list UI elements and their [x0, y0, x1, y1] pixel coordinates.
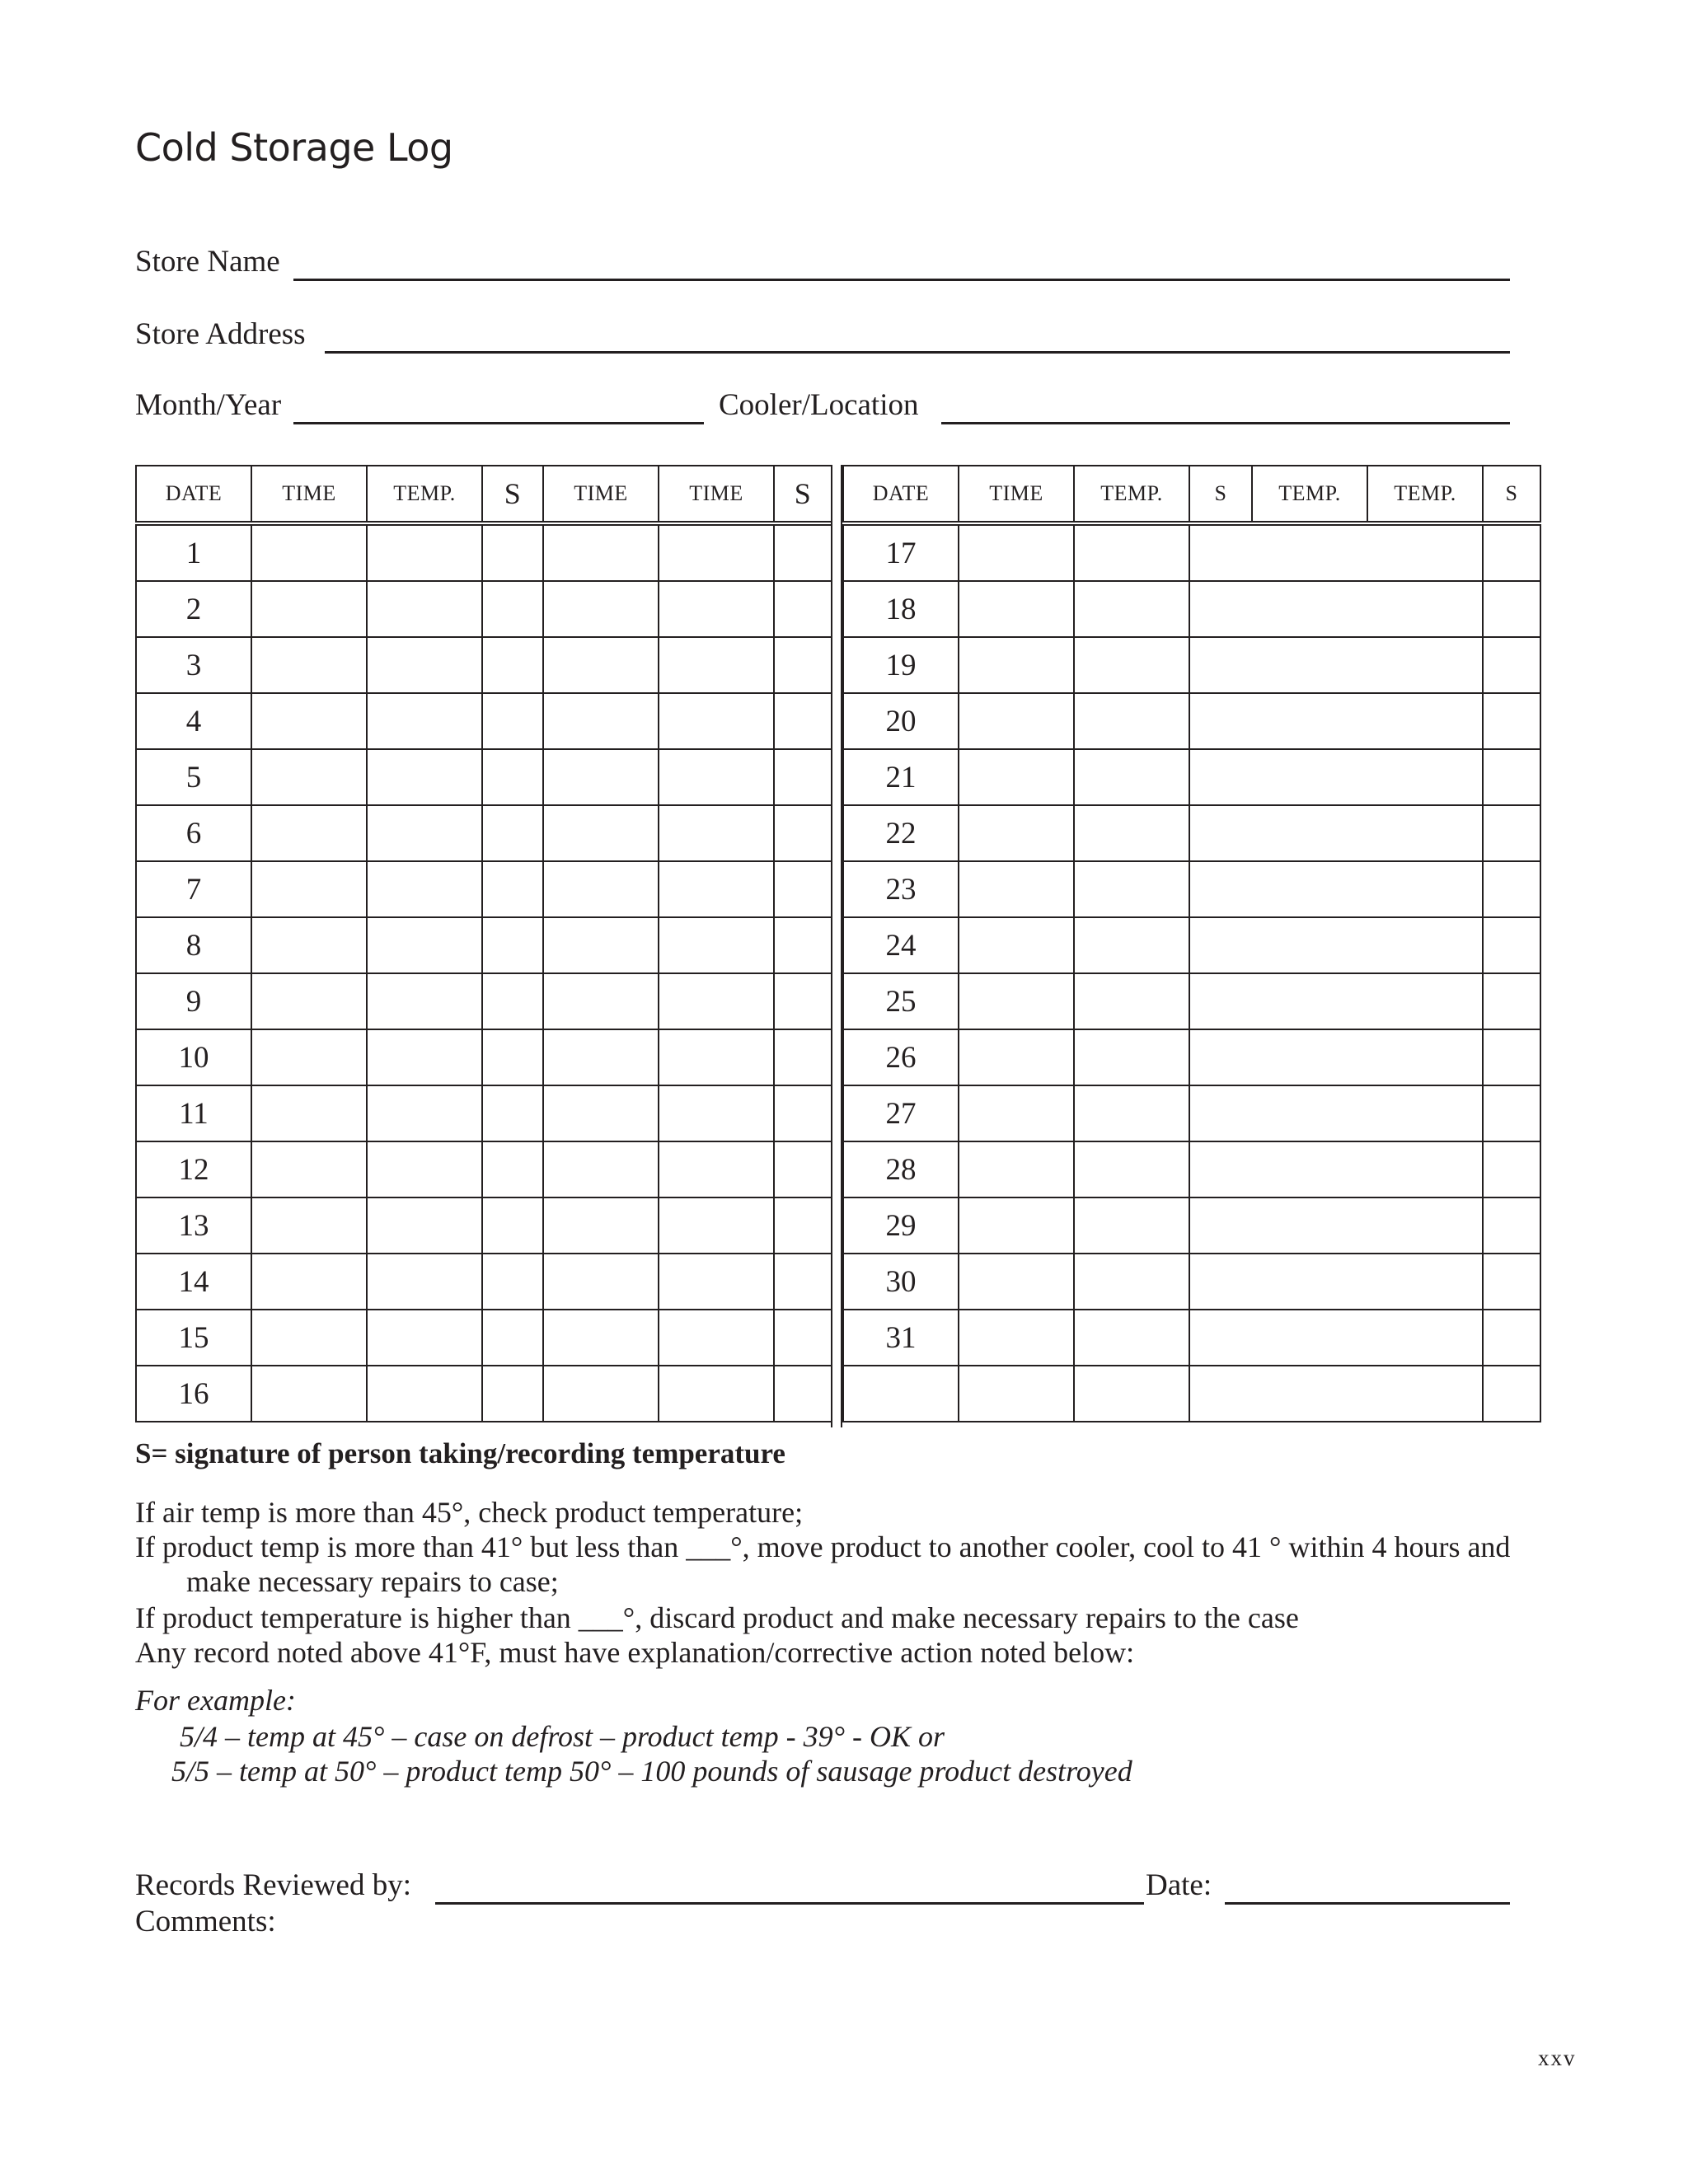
temp-cell[interactable]	[1074, 805, 1189, 861]
temp-cell[interactable]	[367, 1366, 482, 1422]
temp-cell[interactable]	[1074, 637, 1189, 693]
table-row	[136, 973, 832, 1029]
table-row	[843, 1085, 1540, 1141]
signature-cell[interactable]	[774, 805, 832, 861]
signature-cell[interactable]	[1483, 1085, 1540, 1141]
time-cell[interactable]	[251, 973, 367, 1029]
column-header: TEMP.	[1074, 466, 1189, 523]
time-cell[interactable]	[959, 973, 1074, 1029]
signature-cell[interactable]	[1483, 917, 1540, 973]
temp-cell[interactable]	[1189, 581, 1483, 637]
review-date-label: Date:	[1146, 1868, 1212, 1902]
time-cell[interactable]	[959, 1366, 1074, 1422]
time-cell[interactable]	[959, 523, 1074, 581]
temp-cell[interactable]	[1189, 1085, 1483, 1141]
signature-cell[interactable]	[774, 1197, 832, 1254]
signature-cell[interactable]	[774, 1085, 832, 1141]
records-reviewed-label: Records Reviewed by:	[135, 1868, 411, 1902]
store-name-field[interactable]	[293, 279, 1510, 281]
temp-cell[interactable]	[1189, 805, 1483, 861]
table-divider	[831, 465, 832, 1427]
table-row	[136, 861, 832, 917]
column-header: TIME	[543, 466, 659, 523]
temp-cell[interactable]	[1074, 749, 1189, 805]
time-cell[interactable]	[959, 637, 1074, 693]
signature-cell[interactable]	[1483, 973, 1540, 1029]
signature-cell[interactable]	[482, 1310, 543, 1366]
time-cell[interactable]	[959, 1197, 1074, 1254]
time-cell[interactable]	[251, 523, 367, 581]
signature-cell[interactable]	[1483, 1254, 1540, 1310]
time-cell[interactable]	[251, 1141, 367, 1197]
signature-cell[interactable]	[1483, 1029, 1540, 1085]
column-header: S	[482, 466, 543, 523]
date-cell: 2	[136, 581, 251, 637]
date-cell: 13	[136, 1197, 251, 1254]
signature-cell[interactable]	[774, 749, 832, 805]
temp-cell[interactable]	[1189, 1310, 1483, 1366]
signature-cell[interactable]	[482, 1085, 543, 1141]
signature-cell[interactable]	[482, 861, 543, 917]
date-cell: 25	[843, 973, 959, 1029]
temp-cell[interactable]	[1189, 973, 1483, 1029]
table-row	[843, 637, 1540, 693]
column-header: TIME	[659, 466, 774, 523]
table-row	[136, 637, 832, 693]
instruction-line: Any record noted above 41°F, must have explanation/corrective action noted below:	[135, 1636, 1135, 1669]
table-row	[136, 523, 832, 581]
table-row	[136, 1085, 832, 1141]
time-cell[interactable]	[543, 917, 659, 973]
temp-cell[interactable]	[367, 1310, 482, 1366]
signature-cell[interactable]	[774, 1029, 832, 1085]
time-cell[interactable]	[659, 973, 774, 1029]
store-address-label: Store Address	[135, 317, 306, 351]
temp-cell[interactable]	[1074, 1197, 1189, 1254]
signature-note: S= signature of person taking/recording temperature	[135, 1437, 785, 1469]
date-cell: 3	[136, 637, 251, 693]
signature-cell[interactable]	[482, 1141, 543, 1197]
month-year-field[interactable]	[293, 422, 704, 424]
time-cell[interactable]	[543, 581, 659, 637]
signature-cell[interactable]	[482, 973, 543, 1029]
signature-cell[interactable]	[482, 805, 543, 861]
time-cell[interactable]	[659, 749, 774, 805]
date-cell: 22	[843, 805, 959, 861]
temp-cell[interactable]	[1189, 523, 1483, 581]
time-cell[interactable]	[959, 749, 1074, 805]
time-cell[interactable]	[543, 749, 659, 805]
time-cell[interactable]	[251, 749, 367, 805]
time-cell[interactable]	[543, 1197, 659, 1254]
temp-cell[interactable]	[1074, 1029, 1189, 1085]
signature-cell[interactable]	[1483, 1310, 1540, 1366]
date-cell: 26	[843, 1029, 959, 1085]
temp-cell[interactable]	[367, 861, 482, 917]
table-row	[843, 973, 1540, 1029]
signature-cell[interactable]	[482, 1366, 543, 1422]
example-line: 5/5 – temp at 50° – product temp 50° – 100 pounds of sausage product destroyed	[171, 1755, 1132, 1788]
table-row	[136, 917, 832, 973]
instruction-line: make necessary repairs to case;	[186, 1565, 559, 1598]
time-cell[interactable]	[659, 1197, 774, 1254]
temp-cell[interactable]	[367, 917, 482, 973]
time-cell[interactable]	[251, 1366, 367, 1422]
table-row	[136, 1197, 832, 1254]
date-cell: 23	[843, 861, 959, 917]
signature-cell[interactable]	[1483, 1141, 1540, 1197]
signature-cell[interactable]	[1483, 1197, 1540, 1254]
example-heading: For example:	[135, 1684, 296, 1717]
table-row	[136, 1254, 832, 1310]
time-cell[interactable]	[543, 1141, 659, 1197]
date-cell: 29	[843, 1197, 959, 1254]
temp-cell[interactable]	[1074, 973, 1189, 1029]
time-cell[interactable]	[543, 1029, 659, 1085]
table-row	[136, 1366, 832, 1422]
table-row	[136, 581, 832, 637]
temp-cell[interactable]	[1074, 523, 1189, 581]
table-row	[843, 581, 1540, 637]
temp-cell[interactable]	[367, 523, 482, 581]
temp-cell[interactable]	[367, 1254, 482, 1310]
date-cell: 30	[843, 1254, 959, 1310]
table-row	[136, 749, 832, 805]
time-cell[interactable]	[959, 861, 1074, 917]
temp-cell[interactable]	[1074, 1141, 1189, 1197]
column-header: TEMP.	[367, 466, 482, 523]
time-cell[interactable]	[543, 1310, 659, 1366]
temp-cell[interactable]	[1074, 581, 1189, 637]
signature-cell[interactable]	[1483, 1366, 1540, 1422]
log-table-left	[135, 465, 832, 1422]
temp-cell[interactable]	[367, 1029, 482, 1085]
time-cell[interactable]	[251, 693, 367, 749]
date-cell: 19	[843, 637, 959, 693]
table-row	[136, 693, 832, 749]
page-title: Cold Storage Log	[135, 125, 453, 170]
signature-cell[interactable]	[1483, 749, 1540, 805]
signature-cell[interactable]	[482, 637, 543, 693]
temp-cell[interactable]	[1074, 693, 1189, 749]
time-cell[interactable]	[543, 637, 659, 693]
column-header: TEMP.	[1252, 466, 1367, 523]
page-number: xxv	[1538, 2046, 1577, 2070]
temp-cell[interactable]	[367, 1141, 482, 1197]
temp-cell[interactable]	[1074, 1254, 1189, 1310]
signature-cell[interactable]	[1483, 581, 1540, 637]
time-cell[interactable]	[543, 973, 659, 1029]
temp-cell[interactable]	[1189, 1197, 1483, 1254]
signature-cell[interactable]	[1483, 861, 1540, 917]
time-cell[interactable]	[251, 637, 367, 693]
example-line: 5/4 – temp at 45° – case on defrost – product temp - 39° - OK or	[180, 1720, 945, 1753]
time-cell[interactable]	[959, 1141, 1074, 1197]
time-cell[interactable]	[959, 917, 1074, 973]
signature-cell[interactable]	[774, 1141, 832, 1197]
date-cell: 31	[843, 1310, 959, 1366]
store-name-label: Store Name	[135, 245, 280, 279]
signature-cell[interactable]	[1483, 693, 1540, 749]
time-cell[interactable]	[251, 917, 367, 973]
signature-cell[interactable]	[774, 693, 832, 749]
signature-cell[interactable]	[774, 523, 832, 581]
date-cell: 1	[136, 523, 251, 581]
signature-cell[interactable]	[774, 917, 832, 973]
signature-cell[interactable]	[774, 1310, 832, 1366]
column-header: TEMP.	[1367, 466, 1483, 523]
table-row	[843, 1141, 1540, 1197]
time-cell[interactable]	[543, 861, 659, 917]
table-row	[843, 1366, 1540, 1422]
temp-cell[interactable]	[367, 581, 482, 637]
temp-cell[interactable]	[1074, 1310, 1189, 1366]
signature-cell[interactable]	[774, 581, 832, 637]
signature-cell[interactable]	[774, 973, 832, 1029]
signature-cell[interactable]	[1483, 805, 1540, 861]
signature-cell[interactable]	[482, 1197, 543, 1254]
comments-label: Comments:	[135, 1905, 276, 1938]
temp-cell[interactable]	[1189, 861, 1483, 917]
temp-cell[interactable]	[367, 637, 482, 693]
table-row	[843, 1029, 1540, 1085]
date-cell: 17	[843, 523, 959, 581]
temp-cell[interactable]	[367, 805, 482, 861]
temp-cell[interactable]	[367, 1197, 482, 1254]
time-cell[interactable]	[959, 1085, 1074, 1141]
time-cell[interactable]	[543, 523, 659, 581]
temp-cell[interactable]	[1189, 1366, 1483, 1422]
time-cell[interactable]	[659, 917, 774, 973]
temp-cell[interactable]	[1189, 1141, 1483, 1197]
time-cell[interactable]	[659, 693, 774, 749]
time-cell[interactable]	[959, 805, 1074, 861]
temp-cell[interactable]	[1189, 637, 1483, 693]
time-cell[interactable]	[659, 805, 774, 861]
time-cell[interactable]	[251, 1197, 367, 1254]
time-cell[interactable]	[251, 1029, 367, 1085]
temp-cell[interactable]	[1074, 1085, 1189, 1141]
date-cell: 20	[843, 693, 959, 749]
table-row	[843, 749, 1540, 805]
time-cell[interactable]	[251, 1310, 367, 1366]
temp-cell[interactable]	[367, 749, 482, 805]
signature-cell[interactable]	[774, 861, 832, 917]
table-row	[843, 523, 1540, 581]
time-cell[interactable]	[659, 523, 774, 581]
table-row	[136, 805, 832, 861]
log-table-right	[842, 465, 1541, 1422]
time-cell[interactable]	[543, 805, 659, 861]
month-year-label: Month/Year	[135, 388, 282, 422]
temp-cell[interactable]	[1074, 861, 1189, 917]
time-cell[interactable]	[543, 1254, 659, 1310]
signature-cell[interactable]	[482, 581, 543, 637]
time-cell[interactable]	[659, 1085, 774, 1141]
time-cell[interactable]	[251, 581, 367, 637]
signature-cell[interactable]	[1483, 637, 1540, 693]
cooler-location-field[interactable]	[941, 422, 1510, 424]
date-cell: 16	[136, 1366, 251, 1422]
instruction-line: If product temp is more than 41° but less than ___°, move product to another cooler, cool to 41 ° within 4 hours and	[135, 1530, 1511, 1563]
temp-cell[interactable]	[367, 1085, 482, 1141]
signature-cell[interactable]	[774, 1366, 832, 1422]
time-cell[interactable]	[659, 861, 774, 917]
column-header: S	[1189, 466, 1252, 523]
column-header: TIME	[959, 466, 1074, 523]
temp-cell[interactable]	[367, 973, 482, 1029]
date-cell: 8	[136, 917, 251, 973]
time-cell[interactable]	[659, 1254, 774, 1310]
date-cell: 14	[136, 1254, 251, 1310]
time-cell[interactable]	[251, 1254, 367, 1310]
date-cell: 11	[136, 1085, 251, 1141]
time-cell[interactable]	[659, 1141, 774, 1197]
table-row	[843, 805, 1540, 861]
table-row	[843, 1310, 1540, 1366]
time-cell[interactable]	[959, 693, 1074, 749]
time-cell[interactable]	[251, 861, 367, 917]
table-row	[843, 693, 1540, 749]
time-cell[interactable]	[659, 1310, 774, 1366]
date-cell: 4	[136, 693, 251, 749]
time-cell[interactable]	[251, 1085, 367, 1141]
table-row	[843, 917, 1540, 973]
signature-cell[interactable]	[482, 917, 543, 973]
date-cell: 27	[843, 1085, 959, 1141]
date-cell	[843, 1366, 959, 1422]
temp-cell[interactable]	[1189, 749, 1483, 805]
instruction-line: If product temperature is higher than ___°, discard product and make necessary repairs to the case	[135, 1601, 1299, 1634]
time-cell[interactable]	[959, 1254, 1074, 1310]
temp-cell[interactable]	[367, 693, 482, 749]
table-row	[843, 1254, 1540, 1310]
date-cell: 12	[136, 1141, 251, 1197]
column-header: S	[774, 466, 832, 523]
table-row	[843, 861, 1540, 917]
time-cell[interactable]	[659, 1029, 774, 1085]
time-cell[interactable]	[251, 805, 367, 861]
time-cell[interactable]	[659, 1366, 774, 1422]
table-row	[843, 1197, 1540, 1254]
date-cell: 18	[843, 581, 959, 637]
date-cell: 10	[136, 1029, 251, 1085]
column-header: DATE	[843, 466, 959, 523]
date-cell: 24	[843, 917, 959, 973]
time-cell[interactable]	[959, 1310, 1074, 1366]
cooler-location-label: Cooler/Location	[719, 388, 919, 422]
time-cell[interactable]	[959, 1029, 1074, 1085]
date-cell: 6	[136, 805, 251, 861]
signature-cell[interactable]	[1483, 523, 1540, 581]
table-row	[136, 1141, 832, 1197]
store-address-field[interactable]	[325, 351, 1510, 354]
date-cell: 21	[843, 749, 959, 805]
temp-cell[interactable]	[1189, 693, 1483, 749]
time-cell[interactable]	[543, 1366, 659, 1422]
time-cell[interactable]	[659, 637, 774, 693]
time-cell[interactable]	[543, 1085, 659, 1141]
temp-cell[interactable]	[1074, 917, 1189, 973]
signature-cell[interactable]	[482, 693, 543, 749]
signature-cell[interactable]	[482, 1029, 543, 1085]
table-row	[136, 1310, 832, 1366]
records-reviewed-field[interactable]	[435, 1902, 1144, 1905]
signature-cell[interactable]	[482, 1254, 543, 1310]
signature-cell[interactable]	[774, 637, 832, 693]
column-header: TIME	[251, 466, 367, 523]
date-cell: 28	[843, 1141, 959, 1197]
temp-cell[interactable]	[1074, 1366, 1189, 1422]
date-cell: 5	[136, 749, 251, 805]
column-header: S	[1483, 466, 1540, 523]
date-cell: 9	[136, 973, 251, 1029]
table-row	[136, 1029, 832, 1085]
review-date-field[interactable]	[1225, 1902, 1510, 1905]
time-cell[interactable]	[543, 693, 659, 749]
temp-cell[interactable]	[1189, 1254, 1483, 1310]
column-header: DATE	[136, 466, 251, 523]
signature-cell[interactable]	[482, 749, 543, 805]
date-cell: 15	[136, 1310, 251, 1366]
signature-cell[interactable]	[482, 523, 543, 581]
signature-cell[interactable]	[774, 1254, 832, 1310]
time-cell[interactable]	[959, 581, 1074, 637]
date-cell: 7	[136, 861, 251, 917]
instruction-line: If air temp is more than 45°, check product temperature;	[135, 1496, 804, 1529]
temp-cell[interactable]	[1189, 1029, 1483, 1085]
temp-cell[interactable]	[1189, 917, 1483, 973]
time-cell[interactable]	[659, 581, 774, 637]
